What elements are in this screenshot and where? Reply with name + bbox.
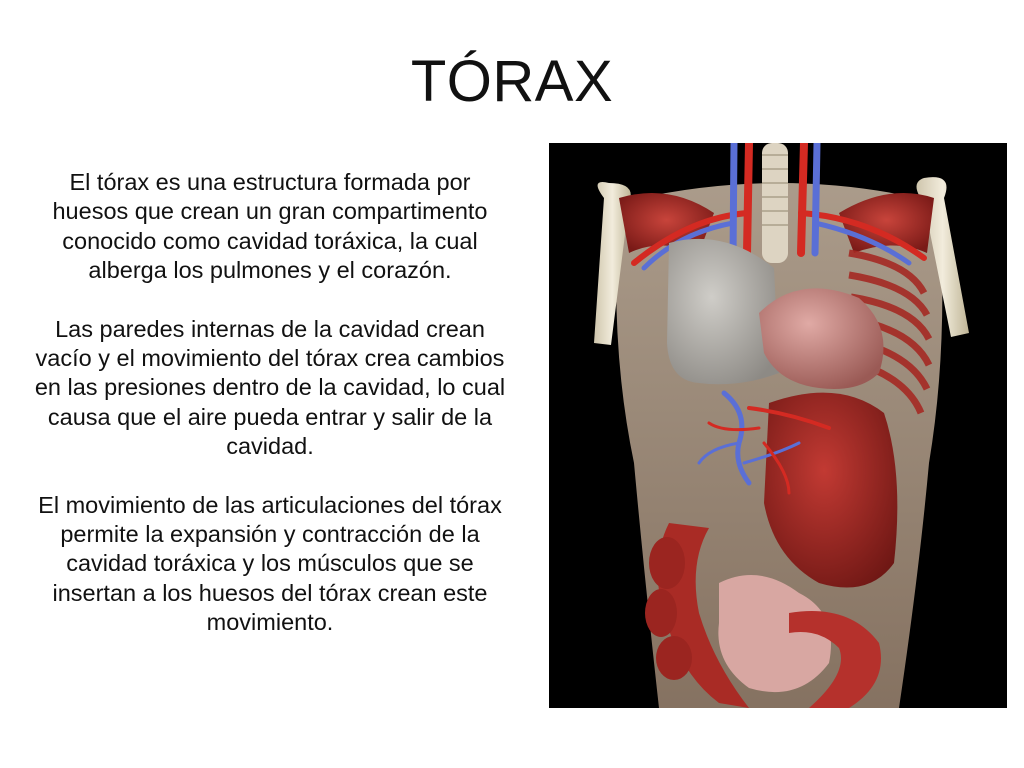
slide-body	[30, 168, 510, 667]
slide-title: TÓRAX	[410, 49, 614, 114]
trachea	[762, 143, 788, 263]
thorax-anatomy-image	[549, 143, 1007, 708]
paragraph-2: Las paredes internas de la cavidad crean vacío y el movimiento del tórax crea cambios en las presiones dentro de la cavidad, lo cual causa que el aire pueda entrar y salir de la cavidad.	[34, 315, 506, 460]
thorax-anatomy-illustration	[549, 143, 1007, 708]
paragraph-1: El tórax es una estructura formada por huesos que crean un gran compartimento conocido como cavidad toráxica, la cual alberga los pulmones y el corazón.	[52, 169, 488, 284]
paragraph-3: El movimiento de las articulaciones del tórax permite la expansión y contracción de la cavidad toráxica y los músculos que se insertan a los huesos del tórax crean este movimiento.	[38, 491, 502, 636]
